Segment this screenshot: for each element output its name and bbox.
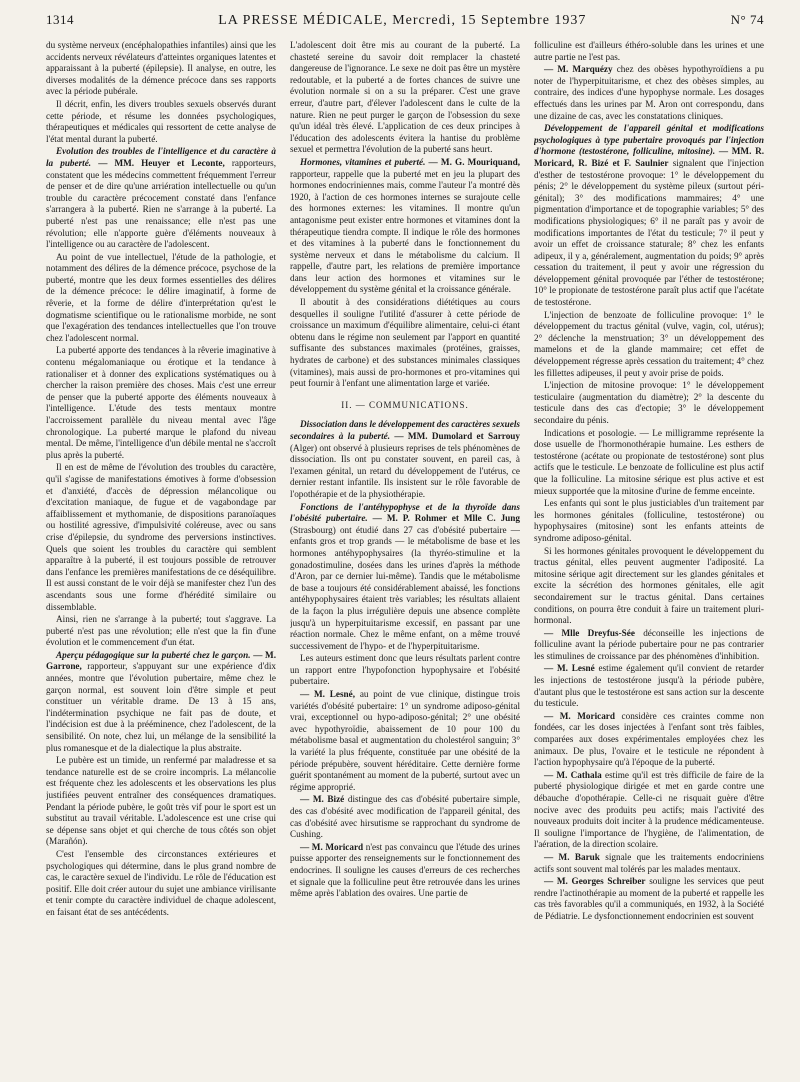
- paragraph: Ainsi, rien ne s'arrange à la puberté; tout s'aggrave. La puberté n'est pas une révolution; elle n'est que la fin d'une évolution et le commencement d'un état.: [46, 614, 276, 648]
- paragraph: L'adolescent doit être mis au courant de la puberté. La chasteté sereine du savoir doit remplacer la chasteté dangereuse de l'ignorance. Le sexe ne doit pas être un mystère redoutable, et la puberté a de fortes chances de suivre une évolution normale si on a su la préparer. C'est une grave erreur, d'autre part, d'élever l'adolescent dans le culte de la nature. Rien ne peut purger le garçon de l'obsession du sexe qu'un idéal très élevé. L'application de ces deux principes à l'éducation des adolescents évitera la hantise du problème sexuel et permettra l'évolution de la puberté sans heurt.: [290, 40, 520, 155]
- discussion-entry: [290, 794, 520, 840]
- author-names: — M. Bizé: [300, 794, 345, 805]
- discussion-entry: [290, 842, 520, 900]
- article-entry: [290, 502, 520, 653]
- paragraph: Il aboutit à des considérations diététiques au cours desquelles il souligne l'utilité d'assurer à cette période de croissance un maximum d'équilibre alimentaire, celui-ci étant obtenu dans le régime non seulement par l'apport en quantité suffisante des substances maximales (protéines, graisses, hydrates de carbone) et des substances minimales classiques (vitamines), mais aussi de pro-hormones et pro-vitamines qui peut fournir à l'enfant une alimentation large et variée.: [290, 297, 520, 389]
- paragraph-text: signale que les traitements endocriniens actifs sont souvent mal tolérés par les malades mentaux.: [534, 851, 764, 874]
- paragraph-text: (Strasbourg) ont étudié dans 27 cas d'obésité pubertaire — enfants gros et trop grands — le métabolisme de base et les hormones antéhypophysaires (la thyréo-stimuline et la gonadostimuline, dosées dans les urines d'après la méthode d'Aron, par ce dernier lui-même). Tandis que le métabolisme de base a toujours été considérablement abaissé, les fonctions antéhypophysaires étaient très variables; les résultats allaient de la façon la plus irrégulière depuis une absence complète jusqu'à un hyperpituitarisme excessif, en passant par une réaction normale. Chez le même enfant, on a même trouvé successivement de l'hypo- et de l'hyperpituitarisme.: [290, 524, 520, 651]
- author-names: — M. P. Rohmer et Mlle C. Jung: [372, 513, 520, 524]
- discussion-entry: [534, 770, 764, 851]
- paragraph-text: chez des obèses hypothyroïdiens a pu noter de l'hyperpituitarisme, et chez des obèses simples, au contraire, des indices d'une hypophyse normale. Les dosages effectués dans les urines par M. Aron ont correspondu, dans une dizaine de cas, avec les constatations cliniques.: [534, 64, 764, 121]
- paragraph: Les auteurs estiment donc que leurs résultats parlent contre un rapport entre l'hypofonction hypophysaire et l'obésité pubertaire.: [290, 653, 520, 687]
- author-names: — M. Georges Schreiber: [544, 876, 646, 887]
- paragraph-text: estime qu'il est très difficile de faire de la puberté physiologique dirigée et met en garde contre une débauche d'opothérapie. Celle-ci ne risquait guère d'être nocive avec des produits peu actifs; mais l'activité des nouveaux produits doit inciter à la prudence médicamenteuse. Il souligne l'importance de l'hygiène, de l'alimentation, de l'aération, de la direction scolaire.: [534, 769, 764, 850]
- paragraph: folliculine est d'ailleurs éthéro-soluble dans les urines et une autre partie ne l'est pas.: [534, 40, 764, 62]
- paragraph: C'est l'ensemble des circonstances extérieures et psychologiques qui détermine, dans le plus grand nombre de cas, le caractère sexuel de l'individu. Le rôle de l'éducation est positif. Elle doit créer autour du sujet une ambiance virilisante et tenir compte du caractère individuel de chaque adolescent, en faisant état de ses antécédents.: [46, 848, 276, 917]
- text-columns: [46, 40, 764, 1080]
- paragraph-text: souligne les services que peut rendre l'actinothérapie au moment de la puberté et rappelle les cas très favorables qu'il a communiqués, en 1932, à la Société de Pédiatrie. Le dysfonctionnement endocrinien est souvent: [534, 876, 764, 921]
- discussion-entry: [290, 689, 520, 793]
- discussion-entry: [534, 852, 764, 875]
- paragraph-text: rapporteurs, constatent que les médecins commettent fréquemment l'erreur de penser et de dire qu'une arriération intellectuelle ou qu'un trouble du caractère précocement constaté dans l'enfance s'arrangera à la puberté. Rien ne s'arrange à la puberté. La puberté n'est pas une renaissance; elle n'est pas une révolution; elle n'apporte guère d'éléments nouveaux à l'intelligence ou au caractère de l'adolescent.: [46, 157, 276, 250]
- article-entry: [290, 157, 520, 296]
- issue-date: Mercredi, 15 Septembre 1937: [392, 13, 587, 28]
- article-entry: [290, 419, 520, 500]
- column-1: [46, 40, 276, 1080]
- paragraph: L'injection de benzoate de folliculine provoque: 1° le développement du tractus génital (vulve, vagin, col, utérus); 2° déclenche la menstruation; 3° un développement des mamelons et de la glande mammaire; cet effet de développement régresse après cessation du traitement; 4° chez les fillettes adipeuses, il peut y avoir prise de poids.: [534, 309, 764, 378]
- author-names: — M. G. Mouriquand,: [428, 156, 520, 167]
- paragraph: Il décrit, enfin, les divers troubles sexuels observés durant cette période, et résume les données psychologiques, thérapeutiques et médicales qui ressortent de cette analyse de l'état mental durant la puberté.: [46, 98, 276, 144]
- paragraph-text: rapporteur, rappelle que la puberté met en jeu la plupart des hormones endocriniennes mais, comme l'auteur l'a montré dès 1920, à l'action de ces hormones internes se surajoute celle des hormones externes: les vitamines. Il montre qu'un antagonisme peut exister entre hormones et vitamines dont la thérapeutique tiendra compte. Il indique le rôle des hormones et des vitamines à la puberté dans le fonctionnement du système nerveux et dans le métabolisme du calcium. Il rappelle, d'autre part, les relations de première importance dans leur action des hormones et vitamines sur le développement du système génital et la croissance générale.: [290, 168, 520, 295]
- section-heading: Hormones, vitamines et puberté.: [300, 156, 426, 167]
- article-entry: [534, 123, 764, 309]
- author-names: — M. Baruk: [544, 851, 600, 862]
- paragraph: L'injection de mitosine provoque: 1° le développement testiculaire (augmentation du diamètre); 2° la descente du testicule dans des cas d'ectopie; 3° le développement secondaire du pénis.: [534, 380, 764, 425]
- page-header: [46, 12, 764, 30]
- paragraph-text: déconseille les injections de folliculine avant la période pubertaire pour ne pas contrarier les stimulines de croissance par des phénomènes d'inhibition.: [534, 627, 764, 661]
- discussion-entry: [534, 64, 764, 122]
- paragraph-text: estime également qu'il convient de retarder les injections de testostérone jusqu'à la période pubère, d'autant plus que le testostérone est sans action sur la descente du testicule.: [534, 663, 764, 709]
- paragraph-text: signalent que l'injection d'esther de testostérone provoque: 1° le développement du pénis; 2° le développement du système pileux (surtout péri-génital); 3° des modifications mammaires; 4° une pigmentation d'importance et de topographie variables; 5° des modifications physiologiques; 6° il ne paraît pas y avoir de modifications importantes de l'état du testicule; 7° il peut y avoir un effet de croissance staturale; 8° chez les enfants adipeux, il y a, généralement, augmentation du poids; 9° après cessation du traitement, il peut y avoir une régression du développement génital provoquée par l'éther de testostérone; 10° le propionate de testostérone paraît plus actif que l'acétate de testostérone.: [534, 157, 764, 308]
- section-heading: Fonctions de l'antéhypophyse et de la thyroïde dans l'obésité pubertaire.: [290, 501, 520, 524]
- section-heading: Développement de l'appareil génital et modifications psychologiques à type pubertaire provoqués par l'injection d'hormone (testostérone, folliculine, mitosine).: [534, 123, 764, 157]
- discussion-entry: [534, 663, 764, 709]
- paragraph: Les enfants qui sont le plus justiciables d'un traitement par les hormones génitales (folliculine, testostérone) ou hypophysaires (mitosine) sont les enfants atteints de syndrome adiposo-génital.: [534, 498, 764, 543]
- author-names: — MM. Heuyer et Leconte,: [98, 157, 225, 168]
- paragraph: Le pubère est un timide, un renfermé par maladresse et sa tendance naturelle est de se croire incompris. La mélancolie est fréquente chez les adolescents et les observations les plus justifiées peuvent entraîner des conséquences dramatiques. Pendant la période pubère, le goût très vif pour le sport est un substitut au travail véritable. L'adolescence est une crise qui se dépense sans objet et qui cherche de tous côtés son objet (Marañón).: [46, 755, 276, 847]
- article-entry: [46, 650, 276, 754]
- column-3: [534, 40, 764, 1080]
- author-names: — M. Lesné,: [300, 689, 356, 700]
- issue-number: N° 74: [730, 12, 764, 27]
- paragraph: La puberté apporte des tendances à la rêverie imaginative à contenu mégalomaniaque ou érotique et la tendance à rationaliser et à donner des explications systématiques ou à chercher la raison première des choses. Mais c'est une erreur de penser que la puberté apporte des éléments nouveaux à l'intelligence. L'étude des tests mentaux montre l'accroissement parallèle du niveau mental avec l'âge chronologique. La puberté marque le plafond du niveau mental. De même, l'intelligence d'un débile mental ne s'accroît plus après la puberté.: [46, 345, 276, 460]
- author-names: — M. Cathala: [544, 769, 602, 780]
- running-title: [218, 13, 586, 29]
- author-names: — Mlle Dreyfus-Sée: [544, 627, 635, 638]
- paragraph: Il en est de même de l'évolution des troubles du caractère, qu'il s'agisse de manifestations émotives à forme d'obsession et d'anxiété, d'accès de dépression mélancolique ou d'excitation maniaque, de fugue et de vagabondage par affaiblissement et mythomanie, de dispositions paranoïaques ou hostilité agressive, d'impulsivité coléreuse, avec ou sans crise d'épilepsie, du syndrome des perversions instinctives. Quels que soient les troubles du caractère qui semblent apparaître à la puberté, il est toujours possible de retrouver dans l'enfance les premières manifestations de ce déséquilibre. Il est aussi constant de le voir déjà se manifester chez l'un des ascendants sous une forme d'hérédité similaire ou dissemblable.: [46, 462, 276, 612]
- author-names: — M. Moricard: [544, 710, 615, 721]
- author-names: — M. Marquézy: [544, 64, 613, 75]
- paragraph-text: rapporteur, s'appuyant sur une expérience d'dix années, montre que l'évolution pubertaire, même chez le garçon normal, est souvent loin d'être simple et peut constituer un véritable drame. De 13 à 15 ans, l'indétermination psychique ne fait pas de doute, et l'indécision est due à la prééminence, chez l'adolescent, de la sensibilité. On note, chez lui, un mélange de la sensibilité la plus romanesque et de la dialectique la plus abstraite.: [46, 661, 276, 753]
- paragraph: Indications et posologie. — Le milligramme représente la dose usuelle de l'hormonothérapie humaine. Les esthers de testostérone (acétate ou propionate de testostérone) sont plus actifs que le testicule. Le benzoate de folliculine est plus actif que la folliculine. La mitosine sérique est plus active et est mieux supportée que la mitosine d'urine de femme enceinte.: [534, 427, 764, 496]
- article-entry: [46, 146, 276, 250]
- paragraph: Au point de vue intellectuel, l'étude de la pathologie, et notamment des délires de la démence précoce, psychose de la puberté, montre que les deux formes essentielles des délires de la démence précoce: le délire imaginatif, à forme de rêverie, et la forme de délire d'interprétation qu'est le dogmatisme scientifique ou le rationalisme morbide, ne sont que l'exagération des tendances intellectuelles que l'on trouve chez l'adolescent normal.: [46, 251, 276, 343]
- paragraph-text: (Alger) ont observé à plusieurs reprises de tels phénomènes de dissociation. Ils ont pu constater souvent, en pareil cas, à l'examen génital, un retard du développement de l'utérus, ce dernier restant infantile. Ils insistent sur le rôle favorable de l'opothérapie et de la physiothérapie.: [290, 442, 520, 499]
- paragraph-text: distingue des cas d'obésité pubertaire simple, des cas d'obésité avec modification de l'appareil génital, des cas d'obésité avec hirsutisme se rapprochant du syndrome de Cushing.: [290, 794, 520, 840]
- discussion-entry: [534, 711, 764, 769]
- author-names: — M. Moricard: [300, 841, 364, 852]
- section-heading: Evolution des troubles de l'intelligence et du caractère à la puberté.: [46, 146, 276, 168]
- page-number: 1314: [46, 12, 74, 27]
- section-heading: Aperçu pédagogique sur la puberté chez le garçon.: [56, 649, 251, 660]
- column-2: [290, 40, 520, 1080]
- author-names: — MM. R. Moricard, R. Bizé et F. Saulnier: [534, 146, 764, 168]
- discussion-entry: [534, 876, 764, 922]
- paragraph-text: considère ces craintes comme non fondées, car les doses injectées à l'enfant sont très faibles, comparées aux doses expérimentales employées chez les animaux. De plus, l'ovaire et le testicule ne répondent à l'action hypophysaire qu'à l'époque de la puberté.: [534, 710, 764, 768]
- journal-name: LA PRESSE MÉDICALE,: [218, 13, 388, 28]
- paragraph-text: n'est pas convaincu que l'étude des urines puisse apporter des renseignements sur le fonctionnement des endocrines. Il souligne les causes d'erreurs de ces recherches et signale que la folliculine peut être retrouvée dans les urines même après l'ablation des ovaires. Une partie de: [290, 841, 520, 899]
- discussion-entry: [534, 628, 764, 663]
- author-names: — M. Garrone,: [46, 649, 276, 672]
- paragraph-text: au point de vue clinique, distingue trois variétés d'obésité pubertaire: 1° un syndrome adiposo-génital vrai, exceptionnel ou hypo-adiposo-génital; 2° une obésité avec hypothyroïdie, abaissement de 10 pour 100 du métabolisme basal et augmentation du cholestérol sanguin; 3° la variété la plus fréquente, constituée par une obésité de la période prépubère, souvent héréditaire. Cette dernière forme guérit spontanément au moment de la puberté, surtout avec un régime approprié.: [290, 689, 520, 792]
- author-names: — M. Lesné: [544, 663, 595, 674]
- section-title: II. — COMMUNICATIONS.: [341, 399, 469, 410]
- section-heading: Dissociation dans le développement des caractères sexuels secondaires à la puberté.: [290, 419, 520, 441]
- author-names: — MM. Dumolard et Sarrouy: [394, 431, 520, 441]
- paragraph: Si les hormones génitales provoquent le développement du tractus génital, elles peuvent augmenter l'adiposité. La mitosine sérique agit directement sur les glandes génitales et excite la sécrétion des hormones génitales, elle agit secondairement sur le tractus génital. Dans certaines conditions, on pourra être conduit à faire un traitement pluri-hormonal.: [534, 545, 764, 626]
- paragraph: du système nerveux (encéphalopathies infantiles) ainsi que les accidents nerveux révélateurs d'atteintes organiques latentes et apparaissant à la puberté (épilepsie). Il analyse, en outre, les diverses modalités de la démence précoce dans ses rapports avec la période pubérale.: [46, 40, 276, 97]
